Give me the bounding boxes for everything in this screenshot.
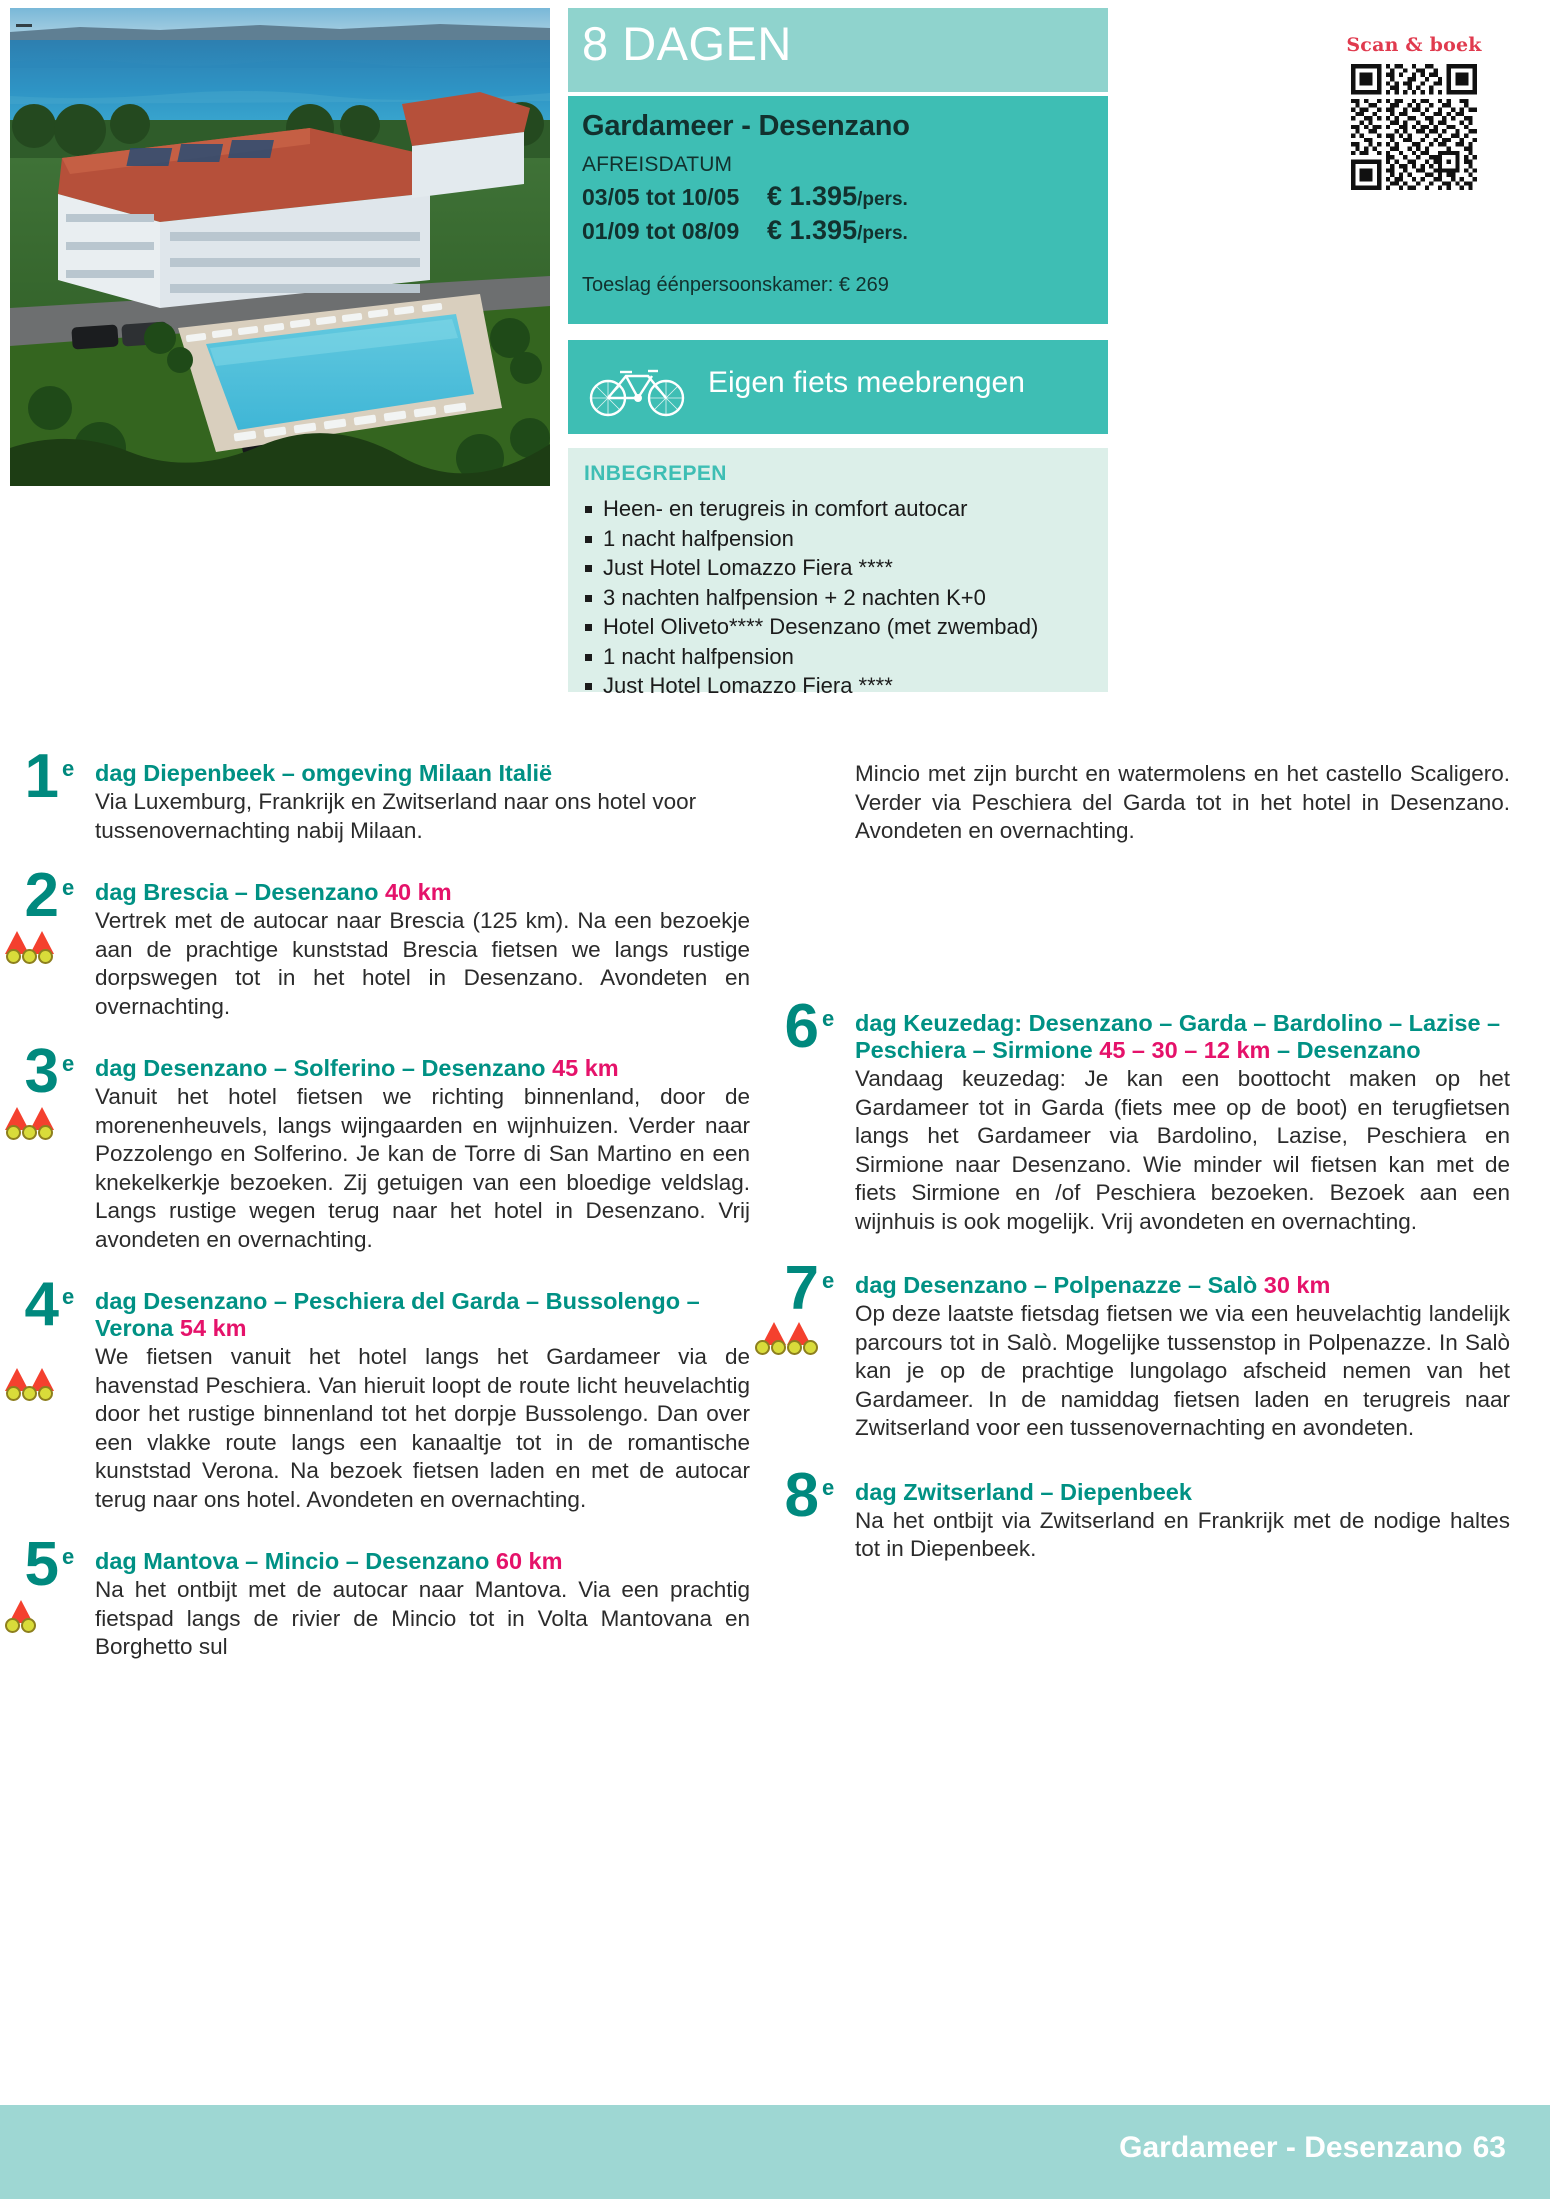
day-ordinal-suffix: e <box>62 1544 75 1569</box>
departure-row <box>582 181 1094 212</box>
trip-info-panel <box>568 96 1108 324</box>
day-description: Vanuit het hotel fietsen we richting binnenland, door de morenenheuvels, langs wijngaarden en wijnhuizen. Verder naar Pozzolengo en Solferino. Je kan de Torre di San Martino en een knekelkerkje bezoeken. Zij getuigen van een bloedige veldslag. Langs rustige wegen terug naar het hotel in Desenzano. Vrij avondeten en overnachting. <box>95 1084 750 1252</box>
day-ordinal-suffix: e <box>62 875 75 900</box>
day-number: 4 <box>24 1270 59 1339</box>
itinerary-column-left <box>24 742 750 1682</box>
itinerary-day <box>784 992 1510 1236</box>
itinerary-day <box>24 1037 750 1254</box>
day-title: dag Zwitserland – Diepenbeek <box>855 1478 1192 1505</box>
difficulty-icon <box>5 931 54 964</box>
day-ordinal-suffix: e <box>62 1284 75 1309</box>
departure-daterange: 03/05 tot 10/05 <box>582 184 740 210</box>
day-ordinal-suffix: e <box>62 756 75 781</box>
day5-continuation-text: Mincio met zijn burcht en watermolens en het castello Scaligero. Verder via Peschiera del Garda tot in het hotel in Desenzano. Avondeten en overnachting. <box>855 761 1510 843</box>
departure-price: € 1.395/pers. <box>767 215 908 245</box>
difficulty-icon <box>5 1600 36 1633</box>
included-item: 1 nacht halfpension <box>584 524 1100 554</box>
departure-label: AFREISDATUM <box>582 153 733 176</box>
included-item: Hotel Oliveto**** Desenzano (met zwembad) <box>584 612 1100 642</box>
included-item: Just Hotel Lomazzo Fiera **** <box>584 553 1100 583</box>
trip-title: Gardameer - Desenzano <box>582 110 910 142</box>
day-number: 2 <box>24 861 59 930</box>
footer-title: Gardameer - Desenzano <box>1119 2131 1463 2164</box>
day-title: dag Desenzano – Peschiera del Garda – Bussolengo – Verona 54 km <box>95 1288 700 1341</box>
included-item: Heen- en terugreis in comfort autocar <box>584 494 1100 524</box>
day-number: 3 <box>24 1037 59 1106</box>
departure-row <box>582 215 1094 246</box>
itinerary-column-right <box>784 992 1510 1584</box>
included-panel <box>568 448 1108 698</box>
hotel-aerial-photo <box>10 8 550 486</box>
included-item: 3 nachten halfpension + 2 nachten K+0 <box>584 583 1100 613</box>
day-ordinal-suffix: e <box>62 1051 75 1076</box>
itinerary-day <box>24 1270 750 1514</box>
day-ordinal-suffix: e <box>822 1006 835 1031</box>
day-title: dag Desenzano – Polpenazze – Salò 30 km <box>855 1272 1331 1298</box>
page-footer <box>0 2105 1550 2199</box>
included-heading: INBEGREPEN <box>584 462 727 485</box>
difficulty-icon <box>5 1368 54 1401</box>
print-registration-mark <box>16 24 32 27</box>
day-number: 7 <box>784 1254 819 1323</box>
day-description: Na het ontbijt met de autocar naar Mantova. Via een prachtig fietspad langs de rivier de Mincio tot in Volta Mantovana en Borghetto sul <box>95 1577 750 1659</box>
day-description: Op deze laatste fietsdag fietsen we via een heuvelachtig landelijk parcours tot in Salò. Mogelijke tussenstop in Polpenazze. In Salò kan je op de prachtige lungolago afscheid nemen van het Gardameer. In de namiddag fietsen laden en terugreis naar Zwitserland voor een tussenovernachting en avondeten. <box>855 1301 1510 1440</box>
qr-code-icon[interactable] <box>1343 64 1485 190</box>
day-ordinal-suffix: e <box>822 1268 835 1293</box>
scan-and-book-card[interactable] <box>1330 28 1498 196</box>
day-description: Vandaag keuzedag: Je kan een boottocht maken op het Gardameer tot in Garda (fiets mee op de boot) en terugfietsen langs het Gardameer via Bardolino, Lazise, Peschiera en Sirmione naar Desenzano. Wie minder wil fietsen kan met de fiets Sirmione en /of Peschiera bezoeken. Bezoek aan een wijnhuis is ook mogelijk. Vrij avondeten en overnachting. <box>855 1066 1510 1234</box>
departure-list <box>582 181 1094 249</box>
day-number: 5 <box>24 1530 59 1599</box>
day-description: Na het ontbijt via Zwitserland en Frankrijk met de nodige haltes tot in Diepenbeek. <box>855 1507 1510 1561</box>
difficulty-icon <box>5 1107 54 1140</box>
day-title: dag Mantova – Mincio – Desenzano 60 km <box>95 1548 563 1574</box>
day-number: 1 <box>24 742 59 811</box>
included-item: 1 nacht halfpension <box>584 642 1100 672</box>
duration-banner <box>568 8 1108 92</box>
departure-daterange: 01/09 tot 08/09 <box>582 218 740 244</box>
duration-label: 8 DAGEN <box>582 17 792 70</box>
day-title: dag Brescia – Desenzano 40 km <box>95 879 452 905</box>
included-list <box>584 494 1100 701</box>
day-title: dag Desenzano – Solferino – Desenzano 45 km <box>95 1055 619 1081</box>
bring-own-bike-banner <box>568 340 1108 434</box>
difficulty-icon <box>755 1322 818 1355</box>
page-number: 63 <box>1472 2131 1506 2164</box>
scan-caption: Scan & boek <box>1346 34 1482 56</box>
single-room-supplement: Toeslag éénpersoonskamer: € 269 <box>582 274 889 296</box>
day-ordinal-suffix: e <box>822 1474 835 1500</box>
day-description: We fietsen vanuit het hotel langs het Gardameer via de havenstad Peschiera. Van hieruit loopt de route licht heuvelachtig door het rustige binnenland tot het dorpje Bussolengo. Dan over een vlakke route langs een kanaaltje tot in de romantische kunststad Verona. Na bezoek fietsen laden en met de autocar terug naar ons hotel. Avondeten en overnachting. <box>95 1344 750 1512</box>
day-title: dag Diepenbeek – omgeving Milaan Italië <box>95 760 553 786</box>
included-item: Just Hotel Lomazzo Fiera **** <box>584 671 1100 701</box>
departure-price: € 1.395/pers. <box>767 181 908 211</box>
itinerary-day <box>784 1460 1510 1564</box>
itinerary-day <box>784 1254 1510 1443</box>
itinerary-day <box>24 1530 750 1662</box>
day-title: dag Keuzedag: Desenzano – Garda – Bardolino – Lazise – Peschiera – Sirmione 45 – 30 – 12 km – Desenzano <box>855 1010 1501 1063</box>
day-number: 8 <box>784 1460 819 1530</box>
bring-own-bike-label: Eigen fiets meebrengen <box>708 366 1025 399</box>
itinerary-day <box>24 742 750 845</box>
bicycle-icon <box>586 358 690 418</box>
itinerary-day <box>24 861 750 1021</box>
day-description: Via Luxemburg, Frankrijk en Zwitserland naar ons hotel voor tussenovernachting nabij Milaan. <box>95 789 697 843</box>
day-number: 6 <box>784 992 819 1061</box>
footer-text <box>1119 2131 1506 2165</box>
day-description: Vertrek met de autocar naar Brescia (125 km). Na een bezoekje aan de prachtige kunststad Brescia fietsen we langs rustige dorpswegen tot in het hotel in Desenzano. Avondeten en overnachting. <box>95 908 750 1019</box>
